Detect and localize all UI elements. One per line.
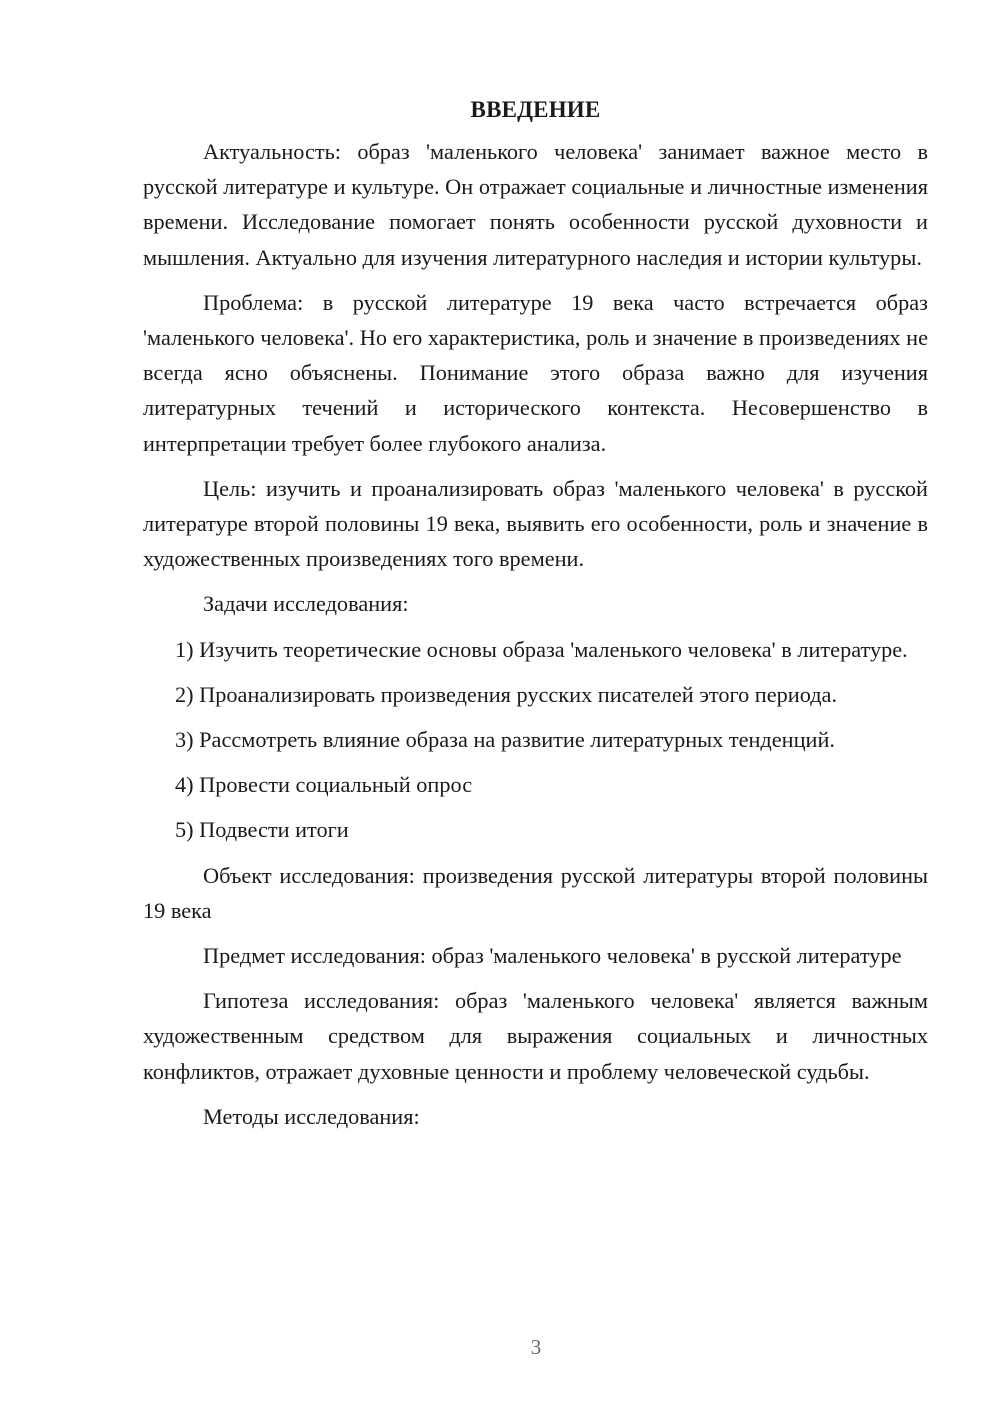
task-item-3: 3) Рассмотреть влияние образа на развитие литературных тенденций. (175, 727, 835, 753)
tasks-heading: Задачи исследования: (203, 591, 409, 617)
task-item-1: 1) Изучить теоретические основы образа 'маленького человека' в литературе. (175, 636, 908, 662)
page-number: 3 (530, 1335, 542, 1359)
subject-paragraph: Предмет исследования: образ 'маленького человека' в русской литературе (203, 943, 902, 969)
relevance-paragraph: Актуальность: образ 'маленького человека' занимает важное место в русской литературе и культуре. Он отражает социальные и личностные изменения времени. Исследование помогает понять особенности русской духовности и мышления. Актуально для изучения литературного наследия и истории культуры. (143, 139, 928, 270)
problem-paragraph: Проблема: в русской литературе 19 века часто встречается образ 'маленького человека'. Но его характеристика, роль и значение в произведениях не всегда ясно объяснены. Понимание этого образа важно для изучения литературных течений и исторического контекста. Несовершенство в интерпретации требует более глубокого анализа. (143, 289, 928, 456)
methods-heading: Методы исследования: (203, 1103, 420, 1129)
task-item-5: 5) Подвести итоги (175, 817, 349, 843)
task-item-4: 4) Провести социальный опрос (175, 772, 473, 798)
task-item-2: 2) Проанализировать произведения русских писателей этого периода. (175, 681, 838, 707)
goal-paragraph: Цель: изучить и проанализировать образ 'маленького человека' в русской литературе второй половины 19 века, выявить его особенности, роль и значение в художественных произведениях того времени. (143, 475, 928, 572)
hypothesis-paragraph: Гипотеза исследования: образ 'маленького человека' является важным художественным средством для выражения социальных и личностных конфликтов, отражает духовные ценности и проблему человеческой судьбы. (143, 988, 928, 1084)
document-page (143, 92, 928, 1144)
section-title: ВВЕДЕНИЕ (470, 97, 601, 122)
object-paragraph: Объект исследования: произведения русской литературы второй половины 19 века (143, 862, 928, 923)
